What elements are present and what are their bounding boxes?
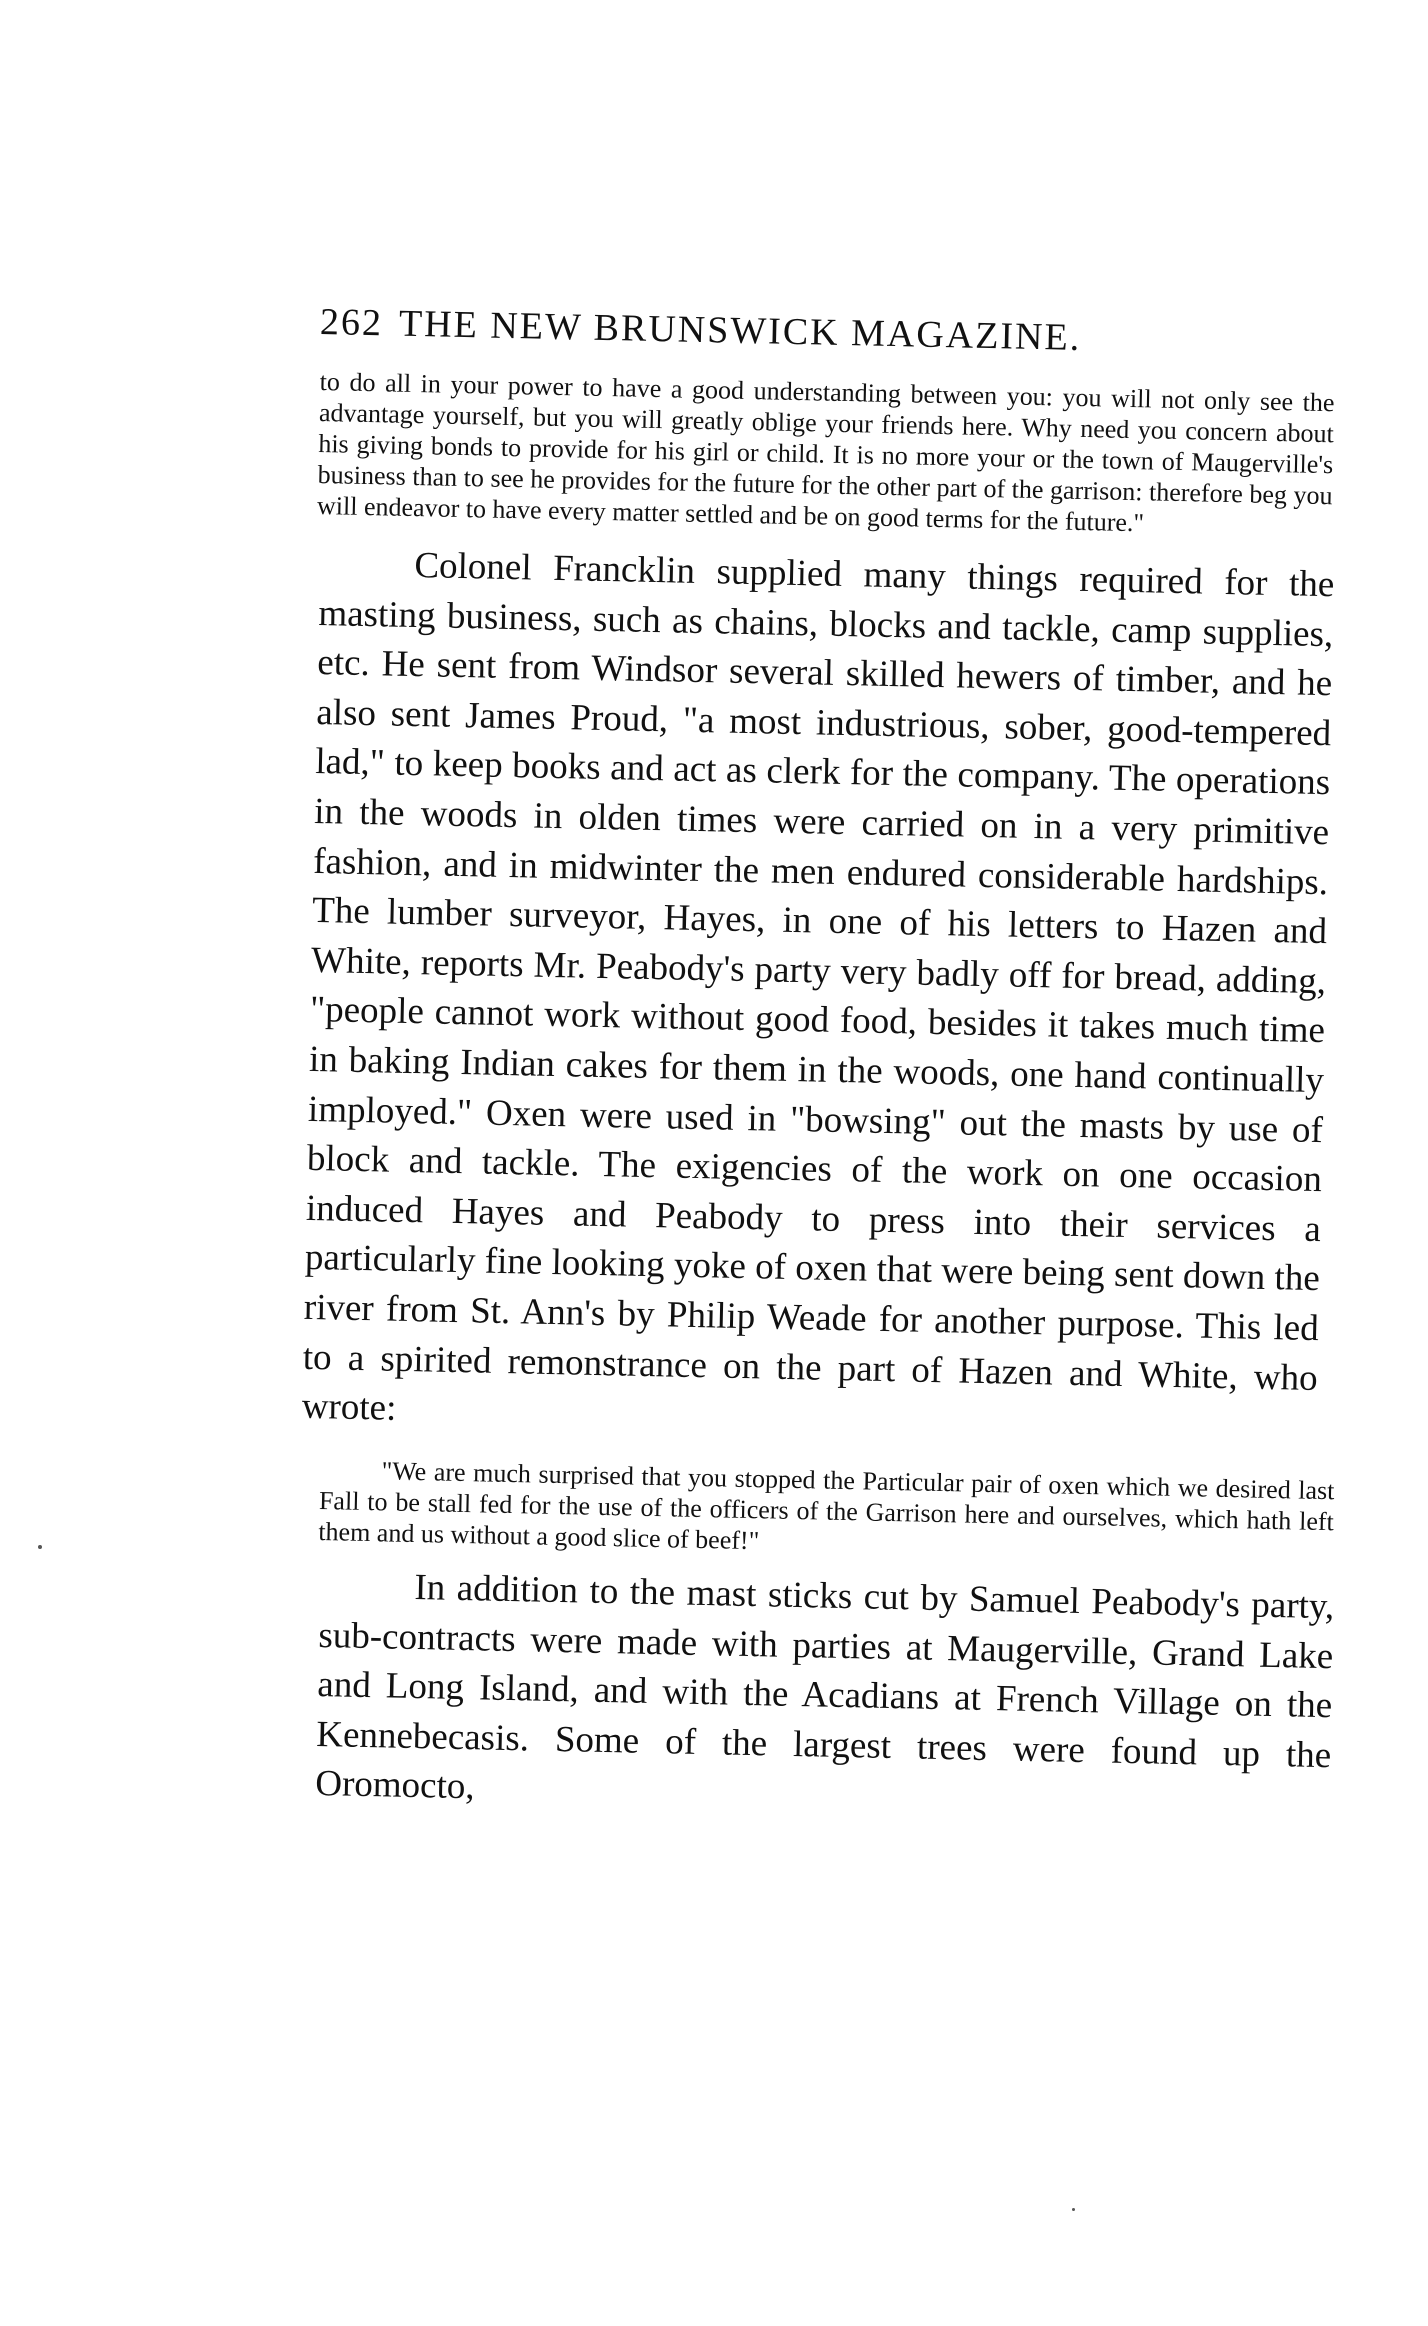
- scan-speck: [1072, 2208, 1075, 2211]
- body-paragraph-2: In addition to the mast sticks cut by Samuel Peabody's party, sub-contracts were made with parties at Maugerville, Grand Lake and Long Island, and with the Acadians at French Village on the Kennebecasis. Some of the largest trees were found up the Oromocto,: [314, 1566, 1335, 1808]
- quote-continuation: to do all in your power to have a good understanding between you: you will not only see the advantage yourself, but you will greatly oblige your friends here. Why need you concern about his giving bonds to provide for his girl or child. It is no more your or the town of Maugerville's business than to see he provides for the future for the other part of the garrison: therefore beg you will endeavor to have every matter settled and be on good terms for the future.": [316, 366, 1335, 538]
- scan-speck: [38, 1545, 42, 1549]
- block-quote-oxen: "We are much surprised that you stopped the Particular pair of oxen which we desired last Fall to be stall fed for the use of the officers of the Garrison here and ourselves, which hath left them and us without a good slice of beef!": [318, 1455, 1335, 1555]
- page-number: 262: [319, 301, 384, 345]
- running-head: [320, 300, 1336, 365]
- magazine-title: THE NEW BRUNSWICK MAGAZINE.: [398, 302, 1082, 359]
- page-content: [301, 300, 1335, 1809]
- body-paragraph-1: Colonel Francklin supplied many things required for the masting business, such as chains, blocks and tackle, camp supplies, etc. He sent from Windsor several skilled hewers of timber, and he also sent James Proud, "a most industrious, sober, good-tempered lad," to keep books and act as clerk for the company. The operations in the woods in olden times were carried on in a very primitive fashion, and in midwinter the men endured considerable hardships. The lumber surveyor, Hayes, in one of his letters to Hazen and White, reports Mr. Peabody's party very badly off for bread, adding, "people cannot work without good food, besides it takes much time in baking Indian cakes for them in the woods, one hand continually imployed." Oxen were used in "bowsing" out the masts by use of block and tackle. The exigencies of the work on one occasion induced Hayes and Peabody to press into their services a particularly fine looking yoke of oxen that were being sent down the river from St. Ann's by Philip Weade for another purpose. This led to a spirited remonstrance on the part of Hazen and White, who wrote:: [301, 544, 1335, 1429]
